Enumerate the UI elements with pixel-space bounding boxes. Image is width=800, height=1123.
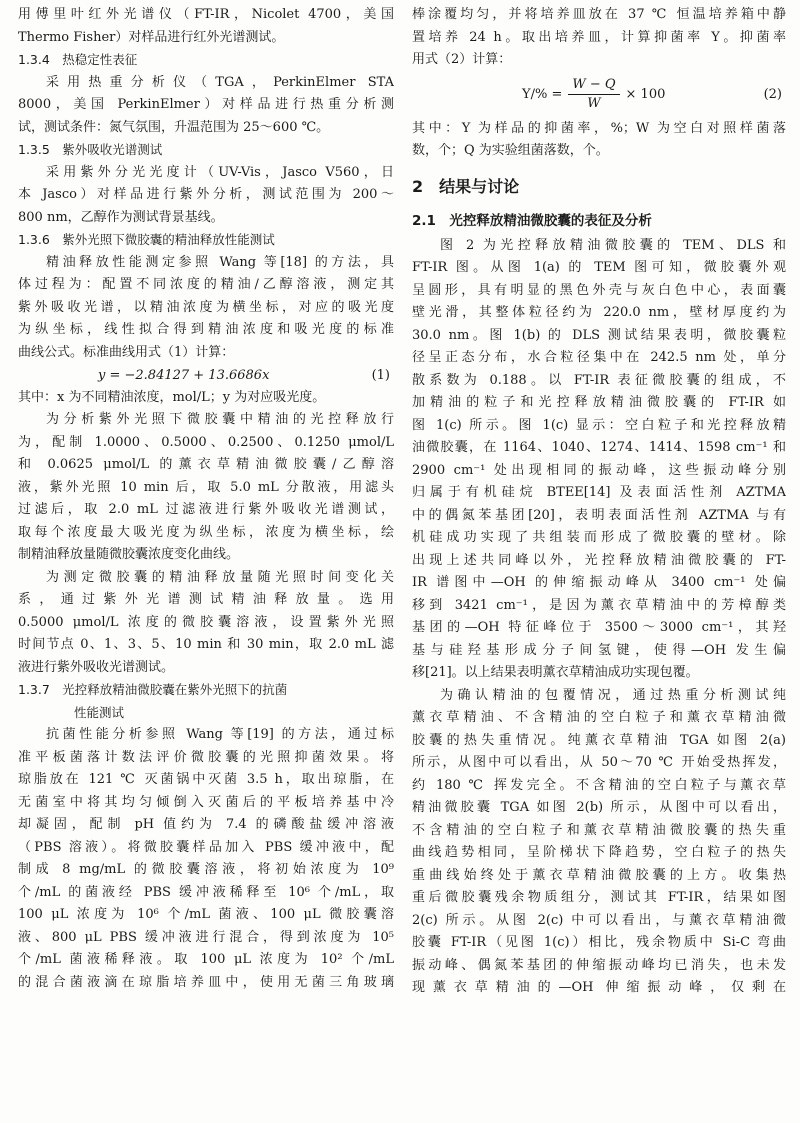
text-line: 基与硅羟基形成分子间氢键，使得—OH 发生偏 — [412, 642, 786, 658]
text-line: 时间节点 0、1、3、5、10 min 和 30 min，取 2.0 mL 滤 — [18, 637, 394, 652]
text-line: 系，通过紫外光谱测试精油释放量。选用 — [18, 592, 394, 607]
text-line: 重后微胶囊残余物质组分，测试其 FT-IR，结果如图 — [412, 890, 786, 905]
text-line: 的混合菌液滴在琼脂培养皿中，使用无菌三角玻璃 — [18, 974, 394, 990]
text-line: 却凝固，配制 pH 值约为 7.4 的磷酸盐缓冲溶液 — [18, 817, 394, 832]
text-line: 棒涂覆均匀，并将培养皿放在 37 ℃ 恒温培养箱中静 — [412, 7, 786, 22]
equation-2-denominator: W — [587, 96, 601, 111]
text-line: 振动峰、偶氮苯基团的伸缩振动峰均已消失，也未发 — [412, 957, 786, 973]
text-line: 无菌室中将其均匀倾倒入灭菌后的平板培养基中冷 — [18, 794, 394, 810]
left-column — [18, 4, 394, 994]
text-line: 加精油的粒子和光控释放精油微胶囊的 FT-IR 如 — [412, 395, 786, 410]
equation-1-number: (1) — [371, 367, 390, 383]
text-line: 体过程为：配置不同浓度的精油/乙醇溶液，测定其 — [18, 277, 394, 292]
text-line: 薰衣草精油、不含精油的空白粒子和薰衣草精油微 — [412, 710, 786, 725]
text-line: 出现上述共同峰以外，光控释放精油微胶囊的 FT- — [412, 552, 786, 568]
text-line: 用傅里叶红外光谱仪（FT-IR，Nicolet 4700，美国 — [18, 7, 394, 22]
section-heading-1-3-7: 1.3.7 光控释放精油微胶囊在紫外光照下的抗菌 — [18, 682, 288, 697]
section-heading-1-3-5: 1.3.5 紫外吸收光谱测试 — [18, 142, 163, 157]
section-heading-1-3-4: 1.3.4 热稳定性表征 — [18, 52, 138, 67]
text-line: 壁光滑，其整体粒径约为 220.0 nm，壁材厚度约为 — [412, 305, 786, 320]
text-line: 800 nm，乙醇作为测试背景基线。 — [18, 209, 224, 225]
text-line: 采用热重分析仪（TGA，PerkinElmer STA — [46, 74, 394, 90]
text-line: 图 1(c) 所示。图 1(c) 显示：空白粒子和光控释放精 — [412, 417, 786, 433]
right-column — [412, 4, 786, 1000]
text-line: （PBS 溶液）。将微胶囊样品加入 PBS 缓冲液中，配 — [18, 839, 394, 855]
text-line: 制成 8 mg/mL 的微胶囊溶液，将初始浓度为 10⁹ — [18, 862, 394, 877]
text-line: 100 μL 浓度为 10⁶ 个/mL 菌液、100 μL 微胶囊溶 — [18, 907, 394, 922]
text-line: 琼脂放在 121 ℃ 灭菌锅中灭菌 3.5 h，取出琼脂，在 — [18, 772, 394, 787]
text-line: 精油微胶囊 TGA 如图 2(b) 所示，从图中可以看出， — [412, 800, 786, 815]
text-line: FT-IR 图。从图 1(a) 的 TEM 图可知，微胶囊外观 — [412, 260, 786, 275]
text-line: 中的偶氮苯基团[20]，表明表面活性剂 AZTMA 与有 — [412, 507, 786, 523]
text-line: 2(c) 所示。从图 2(c) 中可以看出，与薰衣草精油微 — [412, 912, 786, 928]
text-line: 呈圆形，具有明显的黑色外壳与灰白色中心，表面囊 — [412, 282, 786, 298]
text-line: 其中：Y 为样品的抑菌率，%；W 为空白对照样菌落 — [412, 120, 786, 136]
equation-2-lhs: Y/% = — [522, 87, 563, 102]
text-line: 8000，美国 PerkinElmer）对样品进行热重分析测 — [18, 97, 394, 112]
text-line: 采用紫外分光光度计（UV-Vis，Jasco V560，日 — [46, 164, 394, 180]
text-line: 抗菌性能分析参照 Wang 等[19] 的方法，通过标 — [46, 727, 394, 742]
text-line: 为，配制 1.0000、0.5000、0.2500、0.1250 μmol/L — [18, 434, 394, 450]
text-line: 现薰衣草精油的—OH 伸缩振动峰，仅剩在 — [412, 980, 786, 995]
equation-1-formula: y = −2.84127 + 13.6686x — [98, 367, 270, 383]
text-line: 径呈正态分布，水合粒径集中在 242.5 nm 处，单分 — [412, 350, 786, 365]
section-heading-1-3-7-cont: 性能测试 — [74, 704, 125, 720]
equation-2-body — [412, 76, 665, 113]
text-line: 2900 cm⁻¹ 处出现相同的振动峰，这些振动峰分别 — [412, 462, 786, 478]
text-line: 取每个浓度最大吸光度为纵坐标，浓度为横坐标，绘 — [18, 524, 394, 540]
text-line: 所示，从图中可以看出，从 50～70 ℃ 开始受热挥发， — [412, 755, 786, 770]
text-line: 试，测试条件：氮气氛围，升温范围为 25～600 ℃。 — [18, 119, 330, 135]
text-line: 液进行紫外吸收光谱测试。 — [18, 659, 175, 675]
text-line: 用式（2）计算： — [412, 52, 512, 67]
text-line: 个/mL 的菌液经 PBS 缓冲液稀释至 10⁶ 个/mL，取 — [18, 884, 394, 900]
equation-2-fraction — [568, 76, 619, 113]
section-heading-2: 2 结果与讨论 — [412, 176, 520, 196]
text-line: 移[21]。以上结果表明薰衣草精油成功实现包覆。 — [412, 665, 699, 680]
text-line: 为分析紫外光照下微胶囊中精油的光控释放行 — [46, 412, 394, 427]
text-line: 液，紫外光照 10 min 后，取 5.0 mL 分散液，用滤头 — [18, 479, 394, 495]
text-line: 归属于有机硅烷 BTEE[14] 及表面活性剂 AZTMA — [412, 485, 786, 500]
text-line: 约 180 ℃ 挥发完全。不含精油的空白粒子与薰衣草 — [412, 777, 786, 793]
text-line: 30.0 nm。图 1(b) 的 DLS 测试结果表明，微胶囊粒 — [412, 327, 786, 343]
text-line: 其中：x 为不同精油浓度，mol/L；y 为对应吸光度。 — [18, 389, 326, 405]
equation-1 — [18, 364, 394, 387]
text-line: 为纵坐标，线性拟合得到精油浓度和吸光度的标准 — [18, 322, 394, 337]
equation-2-number: (2) — [763, 87, 782, 102]
text-line: 过滤后，取 2.0 mL 过滤液进行紫外吸收光谱测试， — [18, 502, 394, 517]
text-line: 胶囊 FT-IR（见图 1(c)）相比，残余物质中 Si-C 弯曲 — [412, 935, 786, 950]
text-line: 为确认精油的包覆情况，通过热重分析测试纯 — [440, 687, 786, 703]
equation-2-rhs: × 100 — [625, 87, 666, 102]
text-line: 胶囊的热失重情况。纯薰衣草精油 TGA 如图 2(a) — [412, 732, 786, 748]
text-line: 机硅成功实现了共组装而形成了微胶囊的壁材。除 — [412, 530, 786, 545]
text-line: Thermo Fisher）对样品进行红外光谱测试。 — [18, 29, 285, 45]
text-line: 精油释放性能测定参照 Wang 等[18] 的方法，具 — [46, 254, 394, 270]
equation-2 — [412, 72, 786, 118]
text-line: 紫外吸收光谱，以精油浓度为横坐标，对应的吸光度 — [18, 299, 394, 315]
text-line: 本 Jasco）对样品进行紫外分析，测试范围为 200～ — [18, 187, 394, 202]
text-line: 散系数为 0.188。以 FT-IR 表征微胶囊的组成，不 — [412, 372, 786, 388]
text-line: 移到 3421 cm⁻¹，是因为薰衣草精油中的芳樟醇类 — [412, 597, 786, 613]
text-line: 重曲线始终处于薰衣草精油微胶囊的上方。收集热 — [412, 867, 786, 883]
text-line: 准平板菌落计数法评价微胶囊的光照抑菌效果。将 — [18, 749, 394, 765]
text-line: 数，个；Q 为实验组菌落数，个。 — [412, 143, 609, 158]
text-line: 0.5000 μmol/L 浓度的微胶囊溶液，设置紫外光照 — [18, 614, 394, 630]
text-line: 制精油释放量随微胶囊浓度变化曲线。 — [18, 547, 240, 562]
text-line: 基团的—OH 特征峰位于 3500～3000 cm⁻¹，其羟 — [412, 620, 786, 635]
text-line: 不含精油的空白粒子和薰衣草精油微胶囊的热失重 — [412, 822, 786, 838]
text-line: 图 2 为光控释放精油微胶囊的 TEM、DLS 和 — [440, 237, 786, 253]
text-line: 为测定微胶囊的精油释放量随光照时间变化关 — [46, 569, 394, 585]
text-line: 曲线公式。标准曲线用式（1）计算： — [18, 344, 235, 360]
equation-2-numerator: W − Q — [568, 76, 619, 95]
text-line: IR 谱图中—OH 的伸缩振动峰从 3400 cm⁻¹ 处偏 — [412, 575, 786, 590]
text-line: 液、800 μL PBS 缓冲液进行混合，得到浓度为 10⁵ — [18, 929, 394, 945]
text-line: 个/mL 菌液稀释液。取 100 μL 浓度为 10² 个/mL — [18, 952, 394, 967]
text-line: 置培养 24 h。取出培养皿，计算抑菌率 Y。抑菌率 — [412, 29, 786, 45]
text-line: 曲线趋势相同，呈阶梯状下降趋势，空白粒子的热失 — [412, 845, 786, 860]
section-heading-2-1: 2.1 光控释放精油微胶囊的表征及分析 — [412, 212, 652, 229]
section-heading-1-3-6: 1.3.6 紫外光照下微胶囊的精油释放性能测试 — [18, 232, 275, 247]
text-line: 和 0.0625 μmol/L 的薰衣草精油微胶囊/乙醇溶 — [18, 457, 394, 472]
text-line: 油微胶囊，在 1164、1040、1274、1414、1598 cm⁻¹ 和 — [412, 440, 786, 455]
